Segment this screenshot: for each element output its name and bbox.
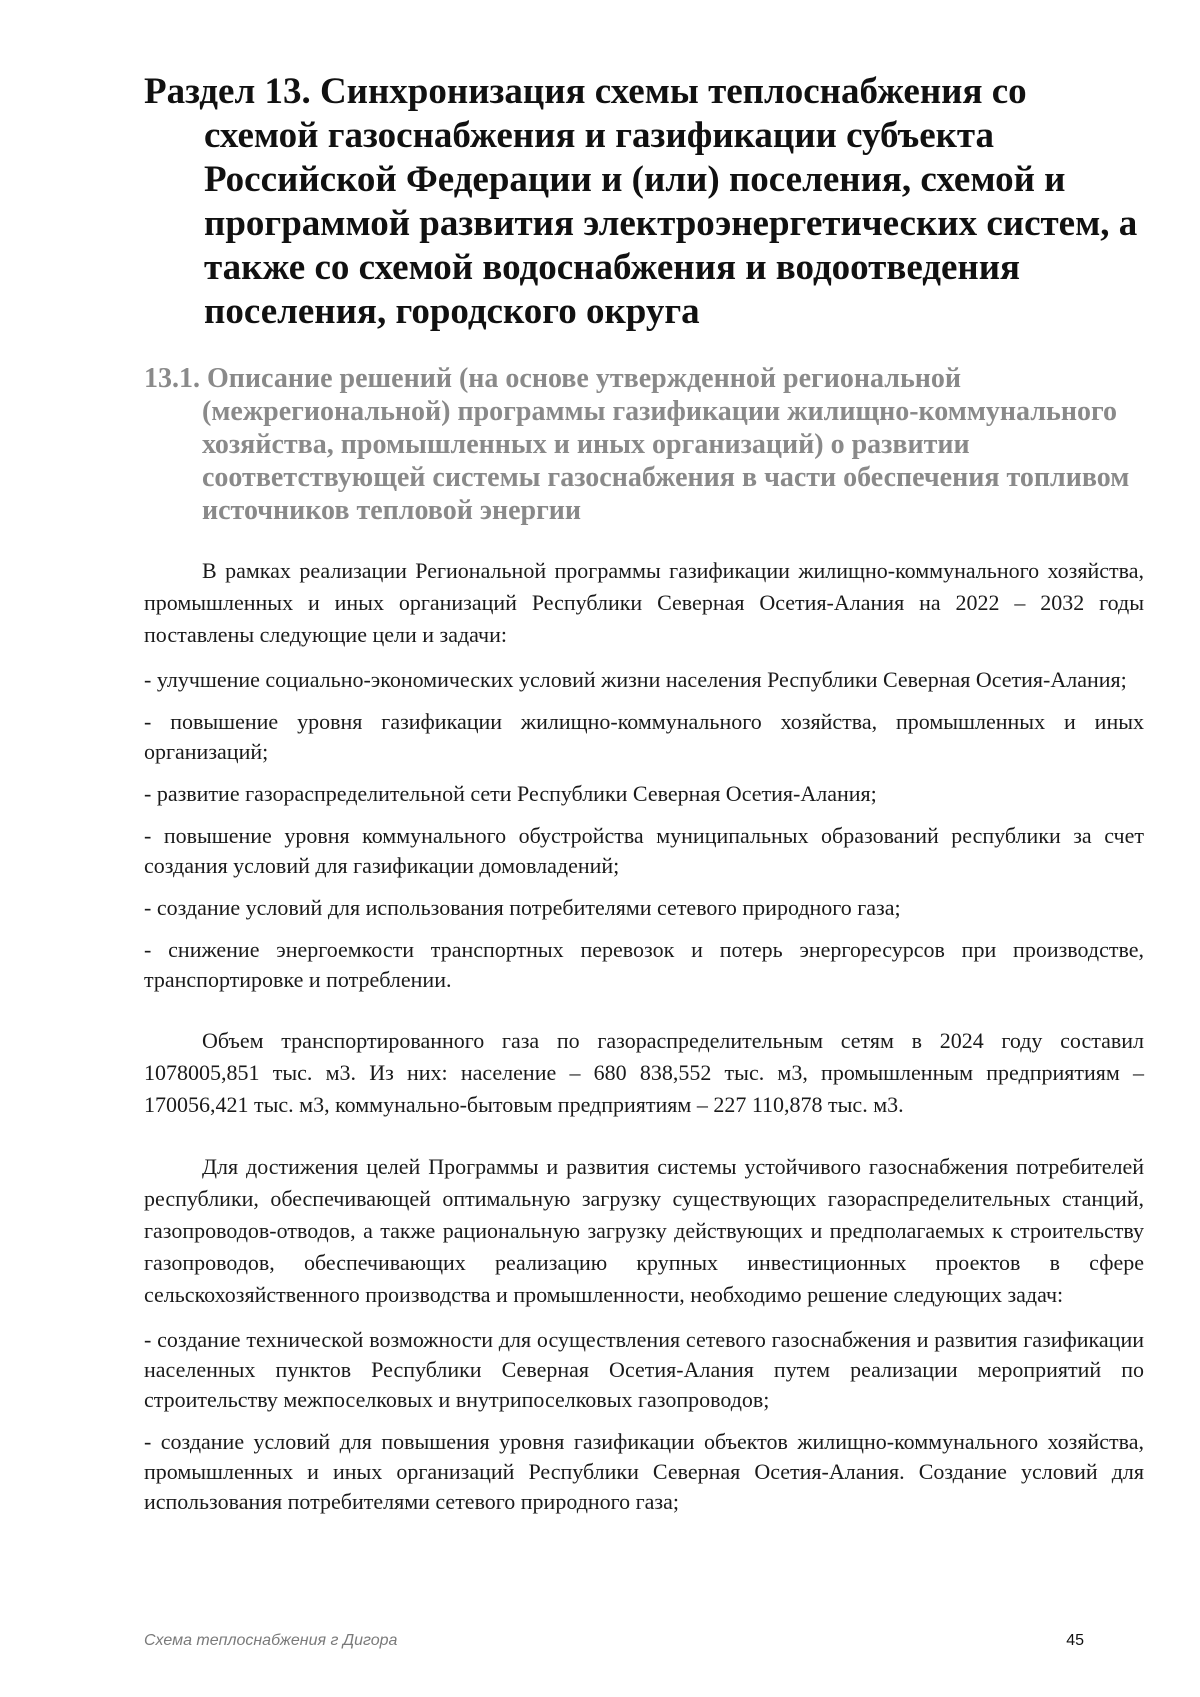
list-item: - улучшение социально-экономических условий жизни населения Республики Северная Осетия-Алания; [144,667,1127,692]
list-item: - создание условий для использования потребителями сетевого природного газа; [144,895,901,920]
document-page [144,70,1144,1517]
footer-document-name: Схема теплоснабжения г Дигора [144,1632,398,1649]
gas-volume-paragraph: Объем транспортированного газа по газораспределительным сетям в 2024 году составил 1078005,851 тыс. м3. Из них: население – 680 838,552 тыс. м3, промышленным предприятиям – 170056,421 тыс. м3, коммунально-бытовым предприятиям – 227 110,878 тыс. м3. [144,1028,1144,1117]
intro-paragraph: В рамках реализации Региональной программы газификации жилищно-коммунального хозяйства, промышленных и иных организаций Республики Северная Осетия-Алания на 2022 – 2032 годы поставлены следующие цели и задачи: [144,558,1144,647]
list-item: - повышение уровня газификации жилищно-коммунального хозяйства, промышленных и иных организаций; [144,709,1144,764]
list-item: - создание технической возможности для осуществления сетевого газоснабжения и развития газификации населенных пунктов Республики Северная Осетия-Алания путем реализации мероприятий по строительству межпоселковых и внутрипоселковых газопроводов; [144,1327,1144,1412]
list-item: - создание условий для повышения уровня газификации объектов жилищно-коммунального хозяйства, промышленных и иных организаций Республики Северная Осетия-Алания. Создание условий для использования потребителями сетевого природного газа; [144,1429,1144,1514]
objectives-paragraph: Для достижения целей Программы и развития системы устойчивого газоснабжения потребителей республики, обеспечивающей оптимальную загрузку существующих газораспределительных станций, газопроводов-отводов, а также рациональную загрузку действующих и предполагаемых к строительству газопроводов, обеспечивающих реализацию крупных инвестиционных проектов в сфере сельскохозяйственного производства и промышленности, необходимо решение следующих задач: [144,1154,1144,1307]
section-title: Раздел 13. Синхронизация схемы теплоснабжения со схемой газоснабжения и газификации субъекта Российской Федерации и (или) поселения, схемой и программой развития электроэнергетических систем, а также со схемой водоснабжения и водоотведения поселения, городского округа [144,71,1138,332]
tasks-list [144,1325,1144,1517]
page-number: 45 [1066,1632,1084,1649]
subsection-title: 13.1. Описание решений (на основе утвержденной региональной (межрегиональной) программы газификации жилищно-коммунального хозяйства, промышленных и иных организаций) о развитии соответствующей системы газоснабжения в части обеспечения топливом источников тепловой энергии [144,363,1130,526]
goals-list [144,665,1144,995]
page-footer [144,1632,1084,1650]
list-item: - снижение энергоемкости транспортных перевозок и потерь энергоресурсов при производстве, транспортировке и потреблении. [144,937,1144,992]
list-item: - развитие газораспределительной сети Республики Северная Осетия-Алания; [144,781,877,806]
list-item: - повышение уровня коммунального обустройства муниципальных образований республики за счет создания условий для газификации домовладений; [144,823,1144,878]
